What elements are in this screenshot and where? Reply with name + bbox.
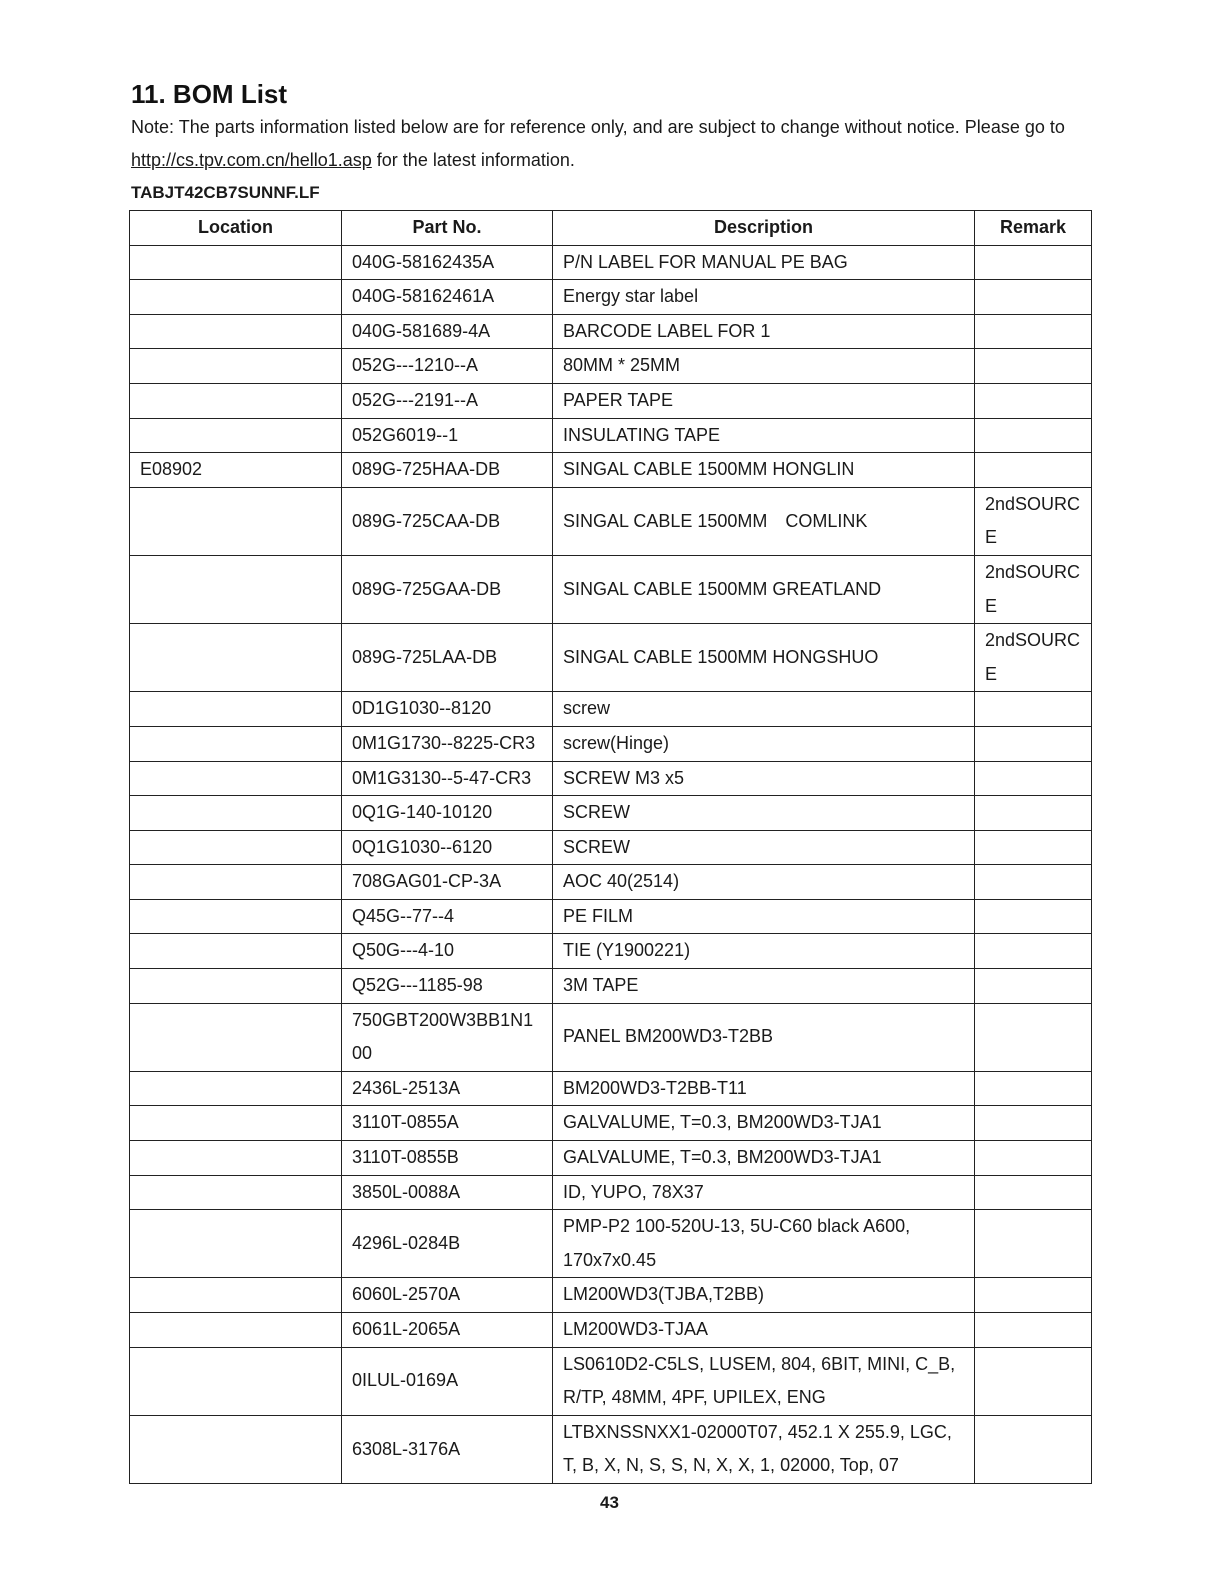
cell-location	[130, 761, 342, 796]
cell-description: SCREW	[553, 796, 975, 831]
cell-remark: 2ndSOURCE	[975, 555, 1092, 623]
table-row	[130, 314, 1092, 349]
cell-location	[130, 349, 342, 384]
cell-location	[130, 830, 342, 865]
table-row	[130, 796, 1092, 831]
cell-location	[130, 1071, 342, 1106]
header-description: Description	[553, 211, 975, 246]
cell-remark	[975, 280, 1092, 315]
cell-part-no: 3110T-0855B	[342, 1141, 553, 1176]
cell-description: AOC 40(2514)	[553, 865, 975, 900]
cell-description: BARCODE LABEL FOR 1	[553, 314, 975, 349]
cell-description: SINGAL CABLE 1500MM HONGSHUO	[553, 624, 975, 692]
cell-part-no: 052G---2191--A	[342, 383, 553, 418]
cell-description: BM200WD3-T2BB-T11	[553, 1071, 975, 1106]
cell-description: SINGAL CABLE 1500MM COMLINK	[553, 487, 975, 555]
cell-location	[130, 1175, 342, 1210]
cell-part-no: 040G-581689-4A	[342, 314, 553, 349]
cell-remark	[975, 245, 1092, 280]
cell-location	[130, 418, 342, 453]
cell-part-no: 6060L-2570A	[342, 1278, 553, 1313]
cell-remark	[975, 1106, 1092, 1141]
cell-remark	[975, 349, 1092, 384]
cell-location	[130, 1347, 342, 1415]
cell-remark	[975, 453, 1092, 488]
header-part-no: Part No.	[342, 211, 553, 246]
cell-part-no: 040G-58162461A	[342, 280, 553, 315]
cell-part-no: 2436L-2513A	[342, 1071, 553, 1106]
cell-part-no: 708GAG01-CP-3A	[342, 865, 553, 900]
cell-location	[130, 969, 342, 1004]
cell-part-no: 0ILUL-0169A	[342, 1347, 553, 1415]
cell-part-no: 6061L-2065A	[342, 1313, 553, 1348]
table-row	[130, 1313, 1092, 1348]
cell-part-no: 3110T-0855A	[342, 1106, 553, 1141]
cell-location	[130, 1415, 342, 1483]
cell-location	[130, 383, 342, 418]
cell-part-no: 4296L-0284B	[342, 1210, 553, 1278]
cell-part-no: Q50G---4-10	[342, 934, 553, 969]
table-row	[130, 349, 1092, 384]
cell-part-no: 0M1G3130--5-47-CR3	[342, 761, 553, 796]
cell-description: LS0610D2-C5LS, LUSEM, 804, 6BIT, MINI, C_B, R/TP, 48MM, 4PF, UPILEX, ENG	[553, 1347, 975, 1415]
cell-remark: 2ndSOURCE	[975, 487, 1092, 555]
cell-part-no: 052G---1210--A	[342, 349, 553, 384]
cell-part-no: 052G6019--1	[342, 418, 553, 453]
table-row	[130, 1003, 1092, 1071]
cell-remark	[975, 1071, 1092, 1106]
model-number: TABJT42CB7SUNNF.LF	[131, 183, 320, 202]
cell-remark	[975, 1175, 1092, 1210]
cell-location	[130, 314, 342, 349]
section-title: 11. BOM List	[131, 79, 288, 109]
cell-remark	[975, 1415, 1092, 1483]
table-row	[130, 865, 1092, 900]
cell-location	[130, 934, 342, 969]
cell-location	[130, 280, 342, 315]
cell-part-no: 089G-725HAA-DB	[342, 453, 553, 488]
table-row	[130, 899, 1092, 934]
cell-description: screw(Hinge)	[553, 726, 975, 761]
cell-location	[130, 487, 342, 555]
table-row	[130, 555, 1092, 623]
table-row	[130, 280, 1092, 315]
cell-location	[130, 555, 342, 623]
cell-part-no: Q52G---1185-98	[342, 969, 553, 1004]
cell-description: P/N LABEL FOR MANUAL PE BAG	[553, 245, 975, 280]
cell-remark	[975, 1141, 1092, 1176]
cell-remark	[975, 1003, 1092, 1071]
table-row	[130, 453, 1092, 488]
cell-location: E08902	[130, 453, 342, 488]
cell-description: Energy star label	[553, 280, 975, 315]
cell-remark: 2ndSOURCE	[975, 624, 1092, 692]
cell-remark	[975, 865, 1092, 900]
table-row	[130, 1278, 1092, 1313]
reference-note	[131, 111, 1091, 177]
cell-description: LTBXNSSNXX1-02000T07, 452.1 X 255.9, LGC, T, B, X, N, S, S, N, X, X, 1, 02000, Top, 07	[553, 1415, 975, 1483]
cell-remark	[975, 796, 1092, 831]
cell-part-no: 089G-725CAA-DB	[342, 487, 553, 555]
cell-location	[130, 1106, 342, 1141]
cell-location	[130, 1003, 342, 1071]
table-row	[130, 1141, 1092, 1176]
cell-remark	[975, 383, 1092, 418]
cell-part-no: 3850L-0088A	[342, 1175, 553, 1210]
table-row	[130, 830, 1092, 865]
cell-description: PAPER TAPE	[553, 383, 975, 418]
cell-location	[130, 692, 342, 727]
cell-description: INSULATING TAPE	[553, 418, 975, 453]
cell-description: SINGAL CABLE 1500MM HONGLIN	[553, 453, 975, 488]
note-text-suffix: for the latest information.	[371, 150, 575, 170]
bom-table-body	[130, 245, 1092, 1483]
cell-location	[130, 726, 342, 761]
page-number: 43	[600, 1493, 619, 1512]
cell-remark	[975, 1347, 1092, 1415]
cell-description: PMP-P2 100-520U-13, 5U-C60 black A600, 170x7x0.45	[553, 1210, 975, 1278]
table-row	[130, 487, 1092, 555]
cell-remark	[975, 934, 1092, 969]
header-remark: Remark	[975, 211, 1092, 246]
cell-part-no: 750GBT200W3BB1N100	[342, 1003, 553, 1071]
cell-remark	[975, 761, 1092, 796]
bom-table	[129, 210, 1092, 1484]
table-row	[130, 1347, 1092, 1415]
cell-part-no: 089G-725LAA-DB	[342, 624, 553, 692]
table-row	[130, 624, 1092, 692]
cell-description: LM200WD3-TJAA	[553, 1313, 975, 1348]
cell-part-no: 0D1G1030--8120	[342, 692, 553, 727]
cell-remark	[975, 830, 1092, 865]
table-row	[130, 726, 1092, 761]
cell-description: PE FILM	[553, 899, 975, 934]
header-location: Location	[130, 211, 342, 246]
note-text-prefix: Note: The parts information listed below are for reference only, and are subject to change without notice. Please go to	[131, 117, 1065, 137]
cell-description: LM200WD3(TJBA,T2BB)	[553, 1278, 975, 1313]
cell-remark	[975, 314, 1092, 349]
cell-remark	[975, 1278, 1092, 1313]
table-row	[130, 1071, 1092, 1106]
table-row	[130, 934, 1092, 969]
cell-description: ID, YUPO, 78X37	[553, 1175, 975, 1210]
cell-description: 3M TAPE	[553, 969, 975, 1004]
cell-remark	[975, 1210, 1092, 1278]
cell-part-no: 040G-58162435A	[342, 245, 553, 280]
cell-part-no: 0Q1G1030--6120	[342, 830, 553, 865]
cell-location	[130, 245, 342, 280]
cell-location	[130, 624, 342, 692]
table-row	[130, 1210, 1092, 1278]
cell-description: PANEL BM200WD3-T2BB	[553, 1003, 975, 1071]
cell-description: SCREW	[553, 830, 975, 865]
cell-remark	[975, 418, 1092, 453]
cell-remark	[975, 969, 1092, 1004]
table-row	[130, 1106, 1092, 1141]
cell-location	[130, 796, 342, 831]
cell-part-no: 6308L-3176A	[342, 1415, 553, 1483]
cell-location	[130, 1141, 342, 1176]
cell-part-no: 0M1G1730--8225-CR3	[342, 726, 553, 761]
cell-description: TIE (Y1900221)	[553, 934, 975, 969]
cell-part-no: Q45G--77--4	[342, 899, 553, 934]
table-header-row	[130, 211, 1092, 246]
table-row	[130, 383, 1092, 418]
cell-remark	[975, 899, 1092, 934]
cell-description: GALVALUME, T=0.3, BM200WD3-TJA1	[553, 1106, 975, 1141]
cell-description: 80MM * 25MM	[553, 349, 975, 384]
cell-location	[130, 1210, 342, 1278]
table-row	[130, 969, 1092, 1004]
table-row	[130, 1175, 1092, 1210]
cell-location	[130, 899, 342, 934]
table-row	[130, 761, 1092, 796]
cell-location	[130, 1278, 342, 1313]
latest-info-link[interactable]: http://cs.tpv.com.cn/hello1.asp	[131, 150, 372, 170]
cell-description: SINGAL CABLE 1500MM GREATLAND	[553, 555, 975, 623]
cell-part-no: 0Q1G-140-10120	[342, 796, 553, 831]
cell-location	[130, 1313, 342, 1348]
cell-remark	[975, 726, 1092, 761]
table-row	[130, 692, 1092, 727]
cell-remark	[975, 1313, 1092, 1348]
cell-location	[130, 865, 342, 900]
cell-part-no: 089G-725GAA-DB	[342, 555, 553, 623]
cell-description: GALVALUME, T=0.3, BM200WD3-TJA1	[553, 1141, 975, 1176]
cell-remark	[975, 692, 1092, 727]
cell-description: SCREW M3 x5	[553, 761, 975, 796]
table-row	[130, 245, 1092, 280]
table-row	[130, 418, 1092, 453]
table-row	[130, 1415, 1092, 1483]
cell-description: screw	[553, 692, 975, 727]
